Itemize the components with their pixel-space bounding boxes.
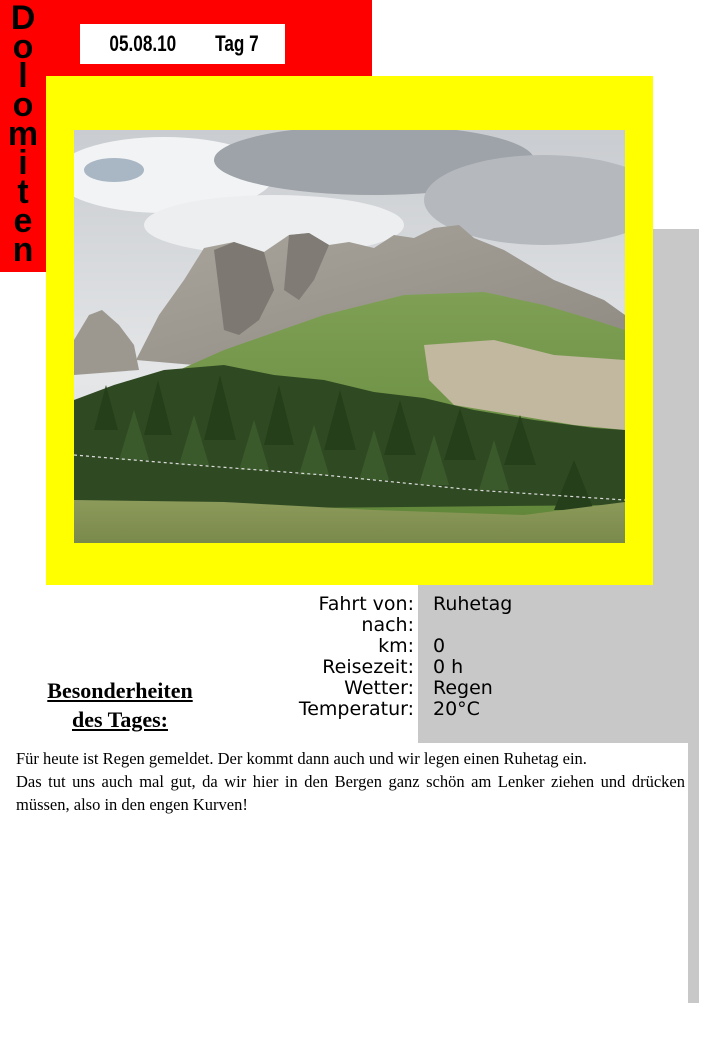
info-label-travel-time: Reisezeit: [322,656,414,678]
title-letter: e [13,202,33,240]
title-letter: n [12,231,34,269]
info-value-travel-time: 0 h [433,656,464,678]
info-value-weather: Regen [433,677,493,699]
day-label: Tag 7 [215,31,260,56]
highlights-paragraph: Für heute ist Regen gemeldet. Der kommt dann auch und wir legen einen Ruhetag ein. [16,749,587,768]
highlights-heading-line2: des Tages: [72,707,168,732]
info-value-km: 0 [433,635,446,657]
title-letter: o [12,86,34,124]
info-label-temperature: Temperatur: [298,698,414,720]
title-letter: i [18,144,28,182]
info-value-from: Ruhetag [433,593,513,615]
title-letter: l [18,57,28,95]
info-label-km: km: [378,635,414,657]
info-value-temperature: 20°C [433,698,480,720]
title-letter: m [7,115,39,153]
title-letter: o [12,28,34,66]
gray-side-strip [688,229,699,1003]
highlights-heading-line1: Besonderheiten [47,678,193,703]
mountain-landscape-photo [74,130,625,543]
info-label-weather: Wetter: [344,677,414,699]
date-box [80,24,285,64]
info-label-from: Fahrt von: [318,593,414,615]
vertical-title [0,0,46,269]
info-label-to: nach: [361,614,414,636]
highlights-body [16,747,685,816]
title-letter: D [10,0,36,37]
title-letter: t [17,173,29,211]
date-label: 05.08.10 [109,31,176,56]
highlights-heading [20,676,220,734]
highlights-paragraph: Das tut uns auch mal gut, da wir hier in den Bergen ganz schön am Lenker ziehen und drücken müssen, also in den engen Kurven! [16,772,685,814]
